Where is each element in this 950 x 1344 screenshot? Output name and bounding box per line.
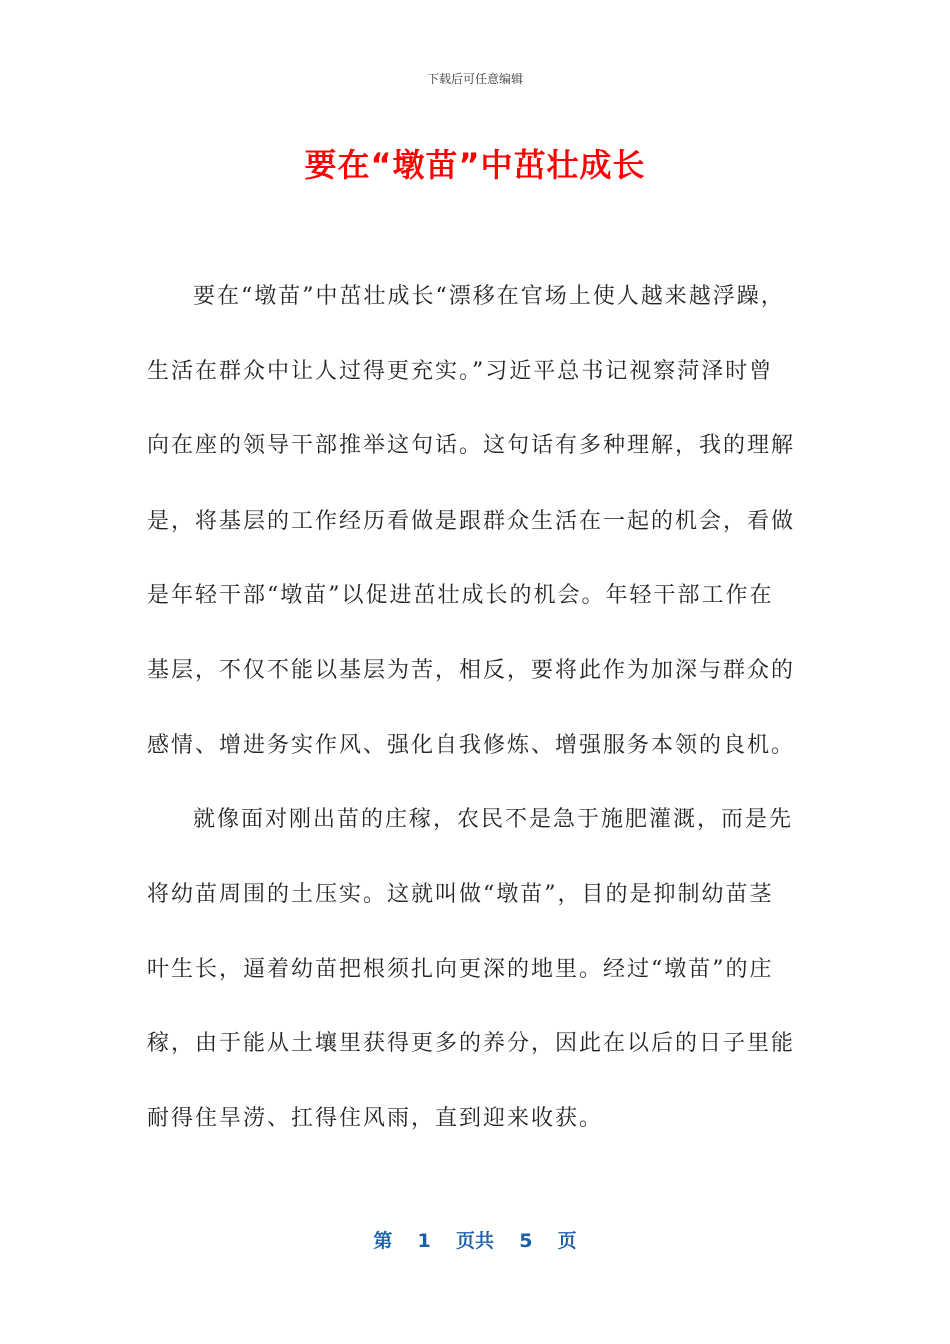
paragraph-line: 感情、增进务实作风、强化自我修炼、增强服务本领的良机。 [147,733,796,758]
page-footer: 第 1 页共 5 页 [373,1230,577,1252]
paragraph-line: 将幼苗周围的土压实。这就叫做“墩苗”，目的是抑制幼苗茎 [147,882,774,907]
paragraph-line: 基层，不仅不能以基层为苦，相反，要将此作为加深与群众的 [147,658,796,683]
paragraph-line: 生活在群众中让人过得更充实。”习近平总书记视察菏泽时曾 [147,359,774,384]
paragraph-line: 是，将基层的工作经历看做是跟群众生活在一起的机会，看做 [147,509,796,534]
document-title: 要在“墩苗”中茁壮成长 [304,146,646,184]
paragraph-line: 向在座的领导干部推举这句话。这句话有多种理解，我的理解 [147,433,796,458]
paragraph-line: 稼，由于能从土壤里获得更多的养分，因此在以后的日子里能 [147,1031,796,1056]
paragraph-line: 是年轻干部“墩苗”以促进茁壮成长的机会。年轻干部工作在 [147,583,774,608]
paragraph-line: 要在“墩苗”中茁壮成长“漂移在官场上使人越来越浮躁， [193,284,785,309]
header-note: 下载后可任意编辑 [426,72,523,86]
paragraph-line: 就像面对刚出苗的庄稼，农民不是急于施肥灌溉，而是先 [193,807,794,832]
paragraph-line: 耐得住旱涝、扛得住风雨，直到迎来收获。 [147,1106,604,1131]
paragraph-line: 叶生长，逼着幼苗把根须扎向更深的地里。经过“墩苗”的庄 [147,957,774,982]
